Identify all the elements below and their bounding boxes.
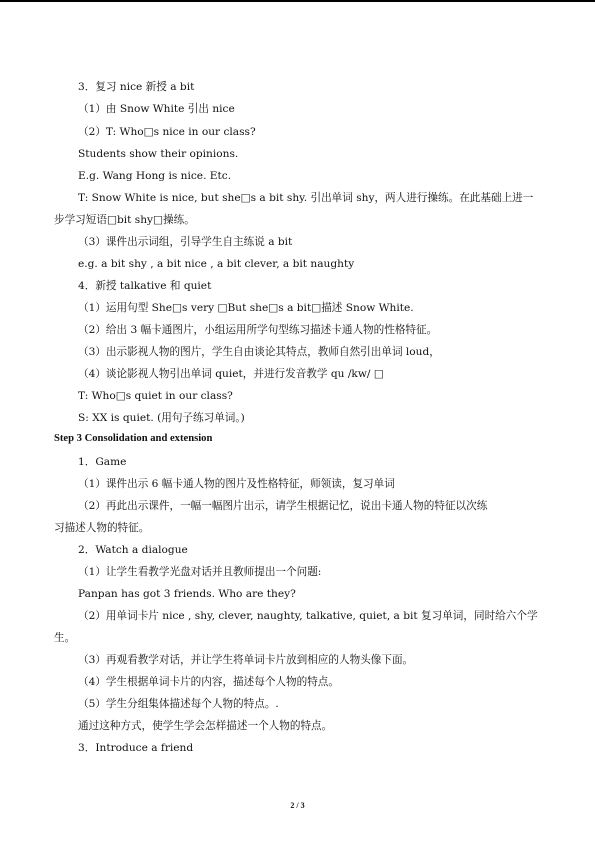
text-line: Students show their opinions. bbox=[78, 148, 239, 160]
text-line: （2）T: Who□s nice in our class? bbox=[78, 126, 256, 138]
text-line: （1）课件出示 6 幅卡通人物的图片及性格特征，师领读，复习单词 bbox=[78, 478, 395, 490]
text-line: （3）出示影视人物的图片，学生自由谈论其特点，教师自然引出单词 loud， bbox=[78, 346, 440, 358]
text-line: （1）运用句型 She□s very □But she□s a bit□描述 Snow White. bbox=[78, 302, 414, 314]
text-line: E.g. Wang Hong is nice. Etc. bbox=[78, 170, 232, 182]
text-line: （1）由 Snow White 引出 nice bbox=[78, 103, 235, 115]
text-line: 3．复习 nice 新授 a bit bbox=[78, 81, 195, 93]
text-line: 1．Game bbox=[78, 456, 127, 468]
text-line: （4）谈论影视人物引出单词 quiet，并进行发音教学 qu /kw/ □ bbox=[78, 368, 384, 380]
text-line: （3）课件出示词组，引导学生自主练说 a bit bbox=[78, 236, 293, 248]
text-line: （1）让学生看教学光盘对话并且教师提出一个问题: bbox=[78, 566, 322, 578]
text-line: （3）再观看教学对话，并让学生将单词卡片放到相应的人物头像下面。 bbox=[78, 654, 414, 666]
text-line: （4）学生根据单词卡片的内容，描述每个人物的特点。 bbox=[78, 676, 339, 688]
text-line: 步学习短语□bit shy□操练。 bbox=[54, 214, 195, 226]
text-line: S: XX is quiet. (用句子练习单词。) bbox=[78, 412, 245, 424]
text-line: （2）再此出示课件，一幅一幅图片出示，请学生根据记忆，说出卡通人物的特征以次练 bbox=[78, 500, 488, 512]
text-line: T: Snow White is nice, but she□s a bit shy. 引出单词 shy，两人进行操练。在此基础上进一 bbox=[78, 192, 534, 204]
text-line: 生。 bbox=[54, 632, 76, 644]
text-line: Panpan has got 3 friends. Who are they? bbox=[78, 588, 296, 600]
text-line: 3．Introduce a friend bbox=[78, 742, 194, 754]
section-heading: Step 3 Consolidation and extension bbox=[54, 433, 213, 444]
text-line: 4．新授 talkative 和 quiet bbox=[78, 280, 212, 292]
text-line: 2．Watch a dialogue bbox=[78, 544, 188, 556]
text-line: e.g. a bit shy , a bit nice , a bit clever, a bit naughty bbox=[78, 258, 355, 270]
text-line: （5）学生分组集体描述每个人物的特点。. bbox=[78, 698, 279, 710]
text-line: 通过这种方式，使学生学会怎样描述一个人物的特点。 bbox=[78, 720, 333, 732]
page-number: 2 / 3 bbox=[290, 801, 305, 810]
text-line: （2）给出 3 幅卡通图片，小组运用所学句型练习描述卡通人物的性格特征。 bbox=[78, 324, 438, 336]
text-line: （2）用单词卡片 nice , shy, clever, naughty, talkative, quiet, a bit 复习单词，同时给六个学 bbox=[78, 610, 538, 622]
text-line: 习描述人物的特征。 bbox=[54, 522, 150, 534]
text-line: T: Who□s quiet in our class? bbox=[78, 390, 233, 402]
